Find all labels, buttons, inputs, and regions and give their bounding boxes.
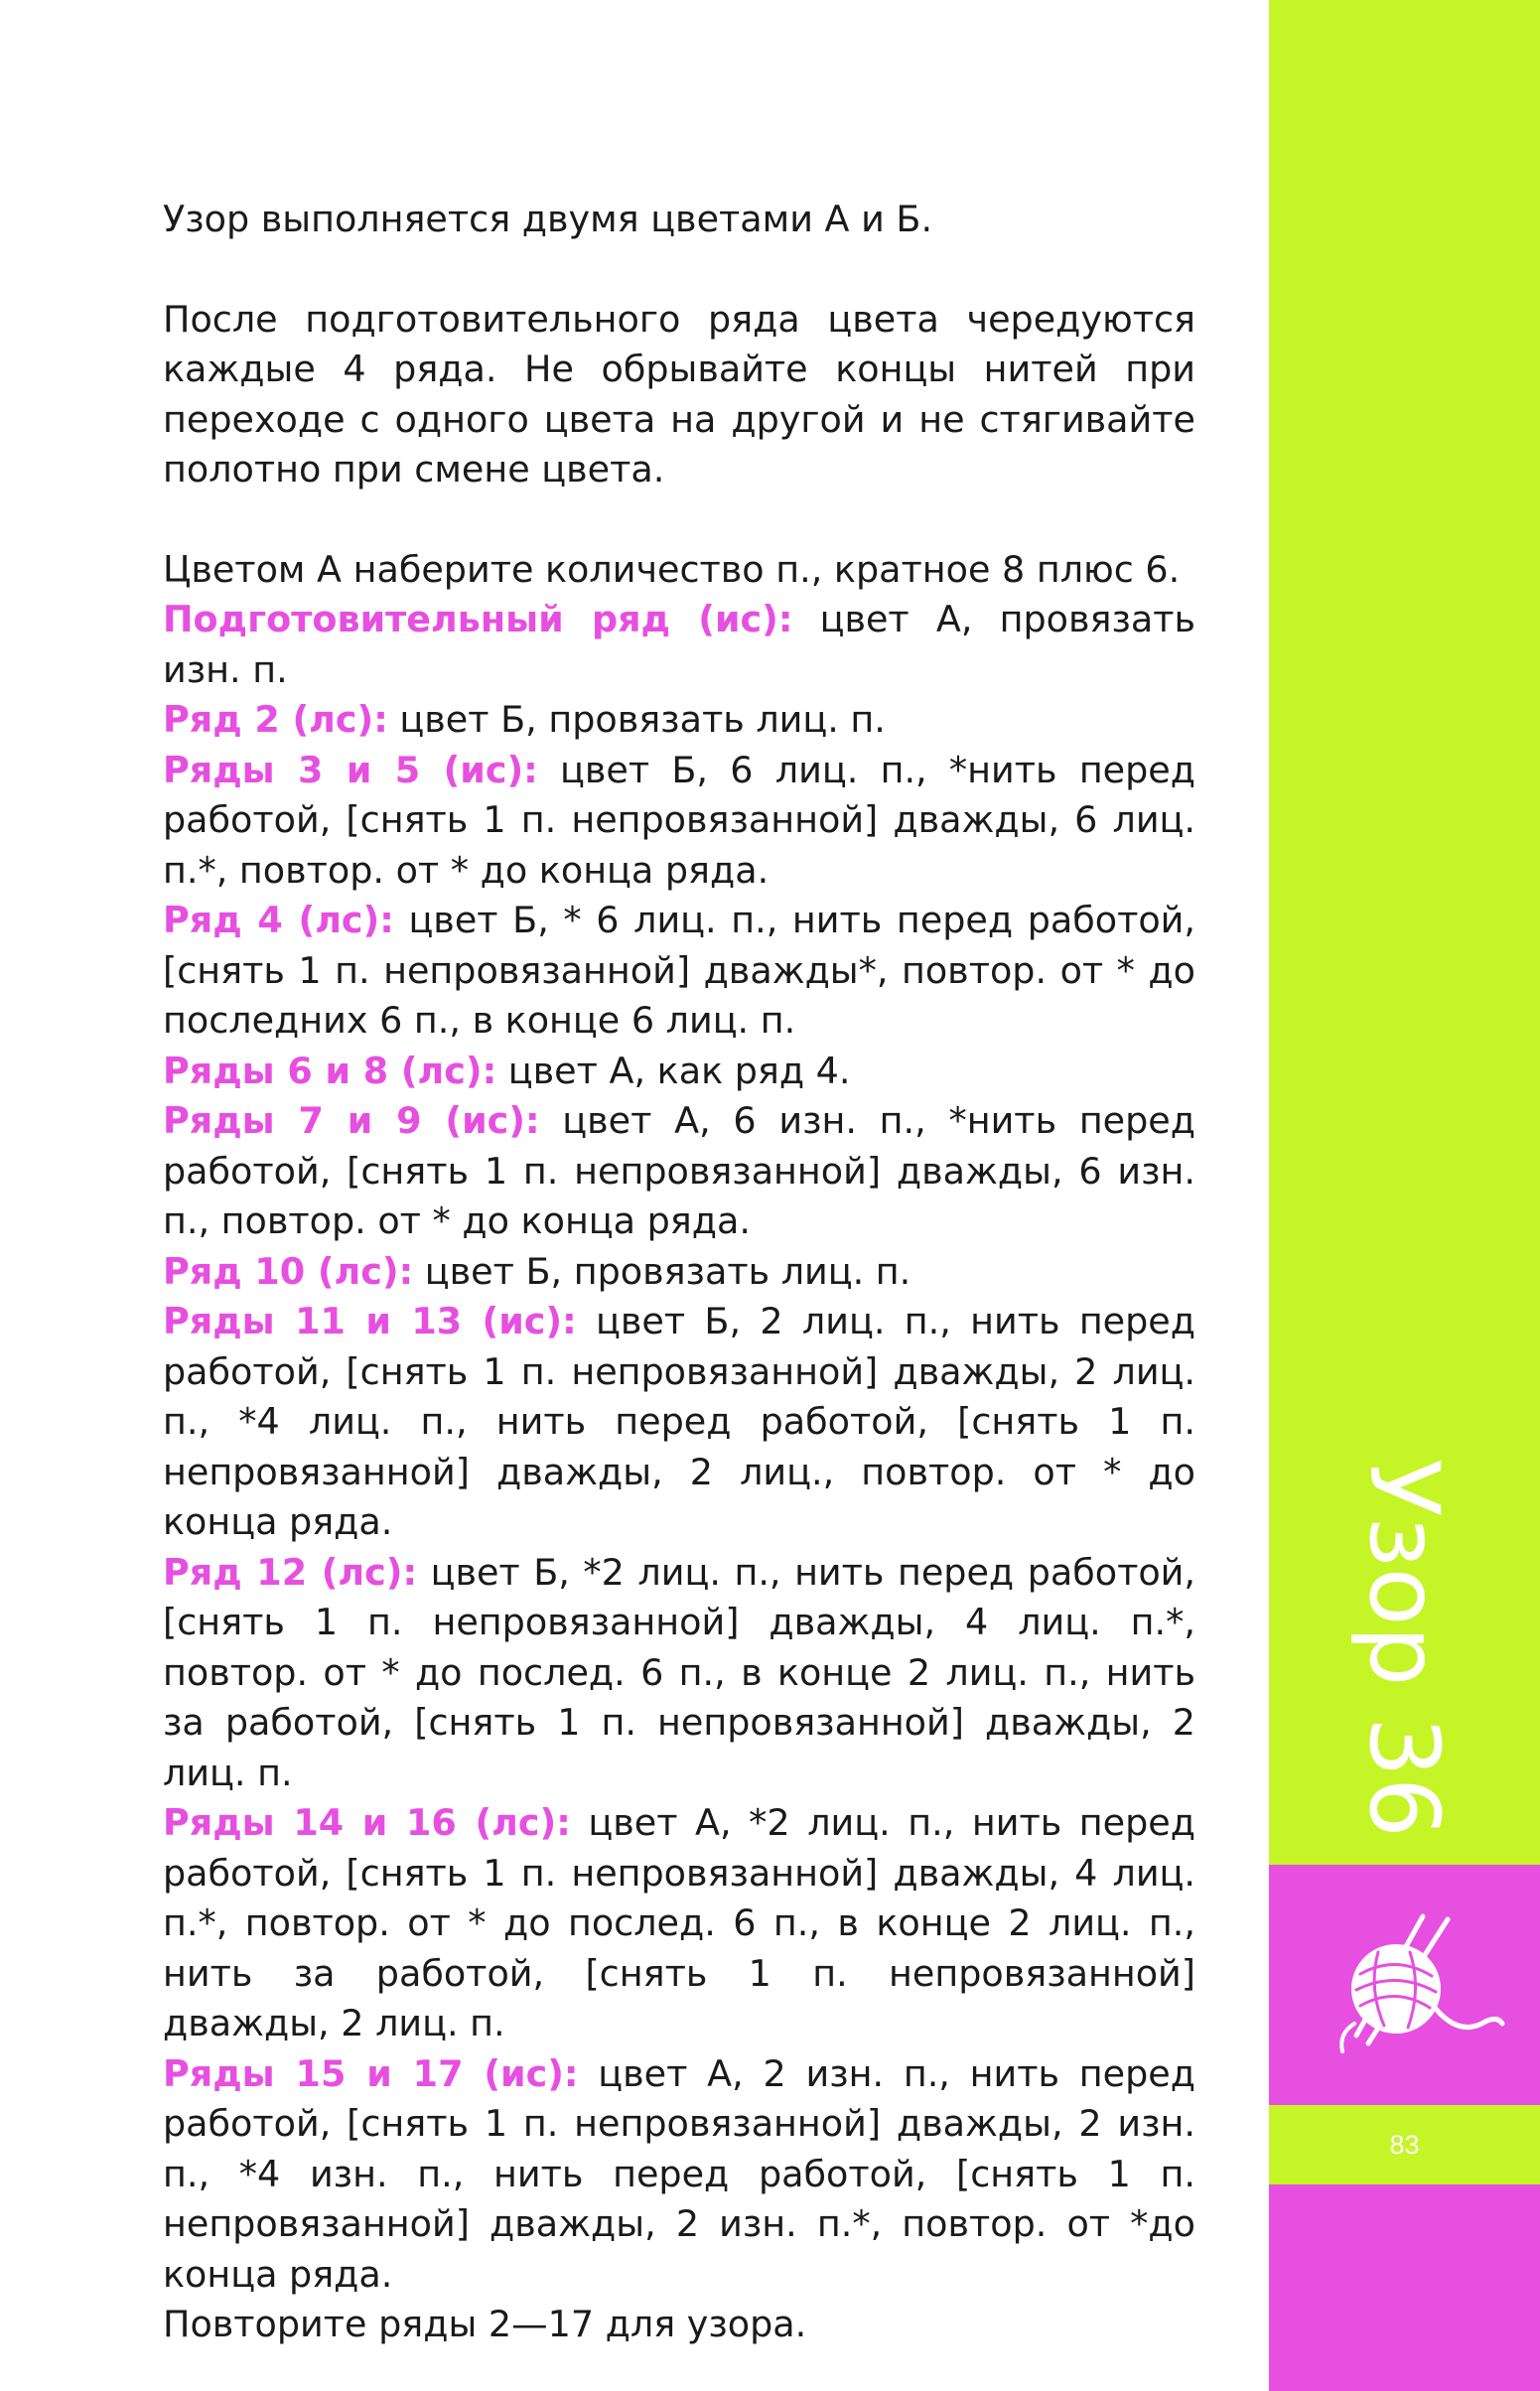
note-paragraph: После подготовительного ряда цвета чередуются каждые 4 ряда. Не обрывайте концы нитей при переходе с одного цвета на другой и не стягивайте полотно при смене цвета.	[163, 297, 1195, 491]
row-label: Ряды 14 и 16 (лс):	[163, 1801, 571, 1844]
row-instruction	[163, 2049, 1195, 2301]
page-number: 83	[1389, 2130, 1420, 2160]
row-label: Ряды 15 и 17 (ис):	[163, 2051, 579, 2095]
row-instruction	[163, 595, 1195, 695]
row-label: Ряд 12 (лс):	[163, 1550, 418, 1594]
row-text: цвет А, 2 изн. п., нить перед работой, [снять 1 п. непровязанной] дважды, 2 изн. п., *4 изн. п., нить перед работой, [снять 1 п. непровязанной] дважды, 2 изн. п.*, повтор. от *до конца ряда.	[163, 2051, 1195, 2296]
row-text: цвет Б, 2 лиц. п., нить перед работой, [снять 1 п. непровязанной] дважды, 2 лиц. п., *4 лиц. п., нить перед работой, [снять 1 п. непровязанной] дважды, 2 лиц., повтор. от * до конца ряда.	[163, 1300, 1196, 1543]
row-text: цвет А, *2 лиц. п., нить перед работой, [снять 1 п. непровязанной] дважды, 4 лиц. п.*, повтор. от * до послед. 6 п., в конце 2 лиц. п., нить за работой, [снять 1 п. непровязанной] дважды, 2 лиц. п.	[163, 1801, 1195, 2044]
row-instruction	[163, 695, 1195, 746]
row-instruction	[163, 1548, 1195, 1799]
pattern-text	[163, 195, 1195, 2350]
sidebar	[1269, 0, 1540, 2391]
row-text: цвет Б, 6 лиц. п., *нить перед работой, [снять 1 п. непровязанной] дважды, 6 лиц. п.*, повтор. от * до конца ряда.	[163, 748, 1195, 892]
sidebar-bottom-panel	[1269, 2184, 1540, 2391]
row-instruction	[163, 1247, 1195, 1298]
row-instruction	[163, 1798, 1195, 2049]
row-text: цвет А, 6 изн. п., *нить перед работой, [снять 1 п. непровязанной] дважды, 6 изн. п., повтор. от * до конца ряда.	[163, 1099, 1195, 1242]
row-label: Ряд 2 (лс):	[163, 698, 388, 741]
row-instruction	[163, 1047, 1195, 1097]
row-label: Ряды 7 и 9 (ис):	[163, 1099, 540, 1142]
row-label: Ряды 11 и 13 (ис):	[163, 1300, 577, 1342]
row-label: Ряды 3 и 5 (ис):	[163, 748, 538, 791]
yarn-ball-icon	[1299, 1895, 1507, 2073]
row-text: цвет Б, * 6 лиц. п., нить перед работой, [снять 1 п. непровязанной] дважды*, повтор. от * до последних 6 п., в конце 6 лиц. п.	[163, 899, 1195, 1042]
row-label: Подготовительный ряд (ис):	[163, 598, 793, 640]
row-label: Ряд 4 (лс):	[163, 899, 394, 941]
pattern-title: Узор 36	[1348, 1459, 1460, 1838]
sidebar-icon-panel	[1269, 1865, 1540, 2105]
row-text: цвет Б, провязать лиц. п.	[413, 1249, 911, 1293]
row-instructions	[163, 595, 1195, 2300]
intro-paragraph: Узор выполняется двумя цветами А и Б.	[163, 198, 933, 240]
row-instruction	[163, 1297, 1195, 1548]
repeat-line: Повторите ряды 2—17 для узора.	[163, 2303, 807, 2345]
row-instruction	[163, 896, 1195, 1047]
row-text: цвет А, как ряд 4.	[496, 1049, 851, 1092]
cast-on-line: Цветом А наберите количество п., кратное 8 плюс 6.	[163, 547, 1181, 591]
row-instruction	[163, 746, 1195, 897]
row-text: цвет Б, провязать лиц. п.	[387, 698, 886, 741]
row-instruction	[163, 1096, 1195, 1247]
row-text: цвет Б, *2 лиц. п., нить перед работой, [снять 1 п. непровязанной] дважды, 4 лиц. п.*, повтор. от * до послед. 6 п., в конце 2 лиц. п., нить за работой, [снять 1 п. непровязанной] дважды, 2 лиц. п.	[163, 1550, 1195, 1794]
row-label: Ряды 6 и 8 (лс):	[163, 1049, 497, 1092]
row-text: цвет А, провязать изн. п.	[163, 598, 1195, 691]
row-label: Ряд 10 (лс):	[163, 1249, 414, 1293]
